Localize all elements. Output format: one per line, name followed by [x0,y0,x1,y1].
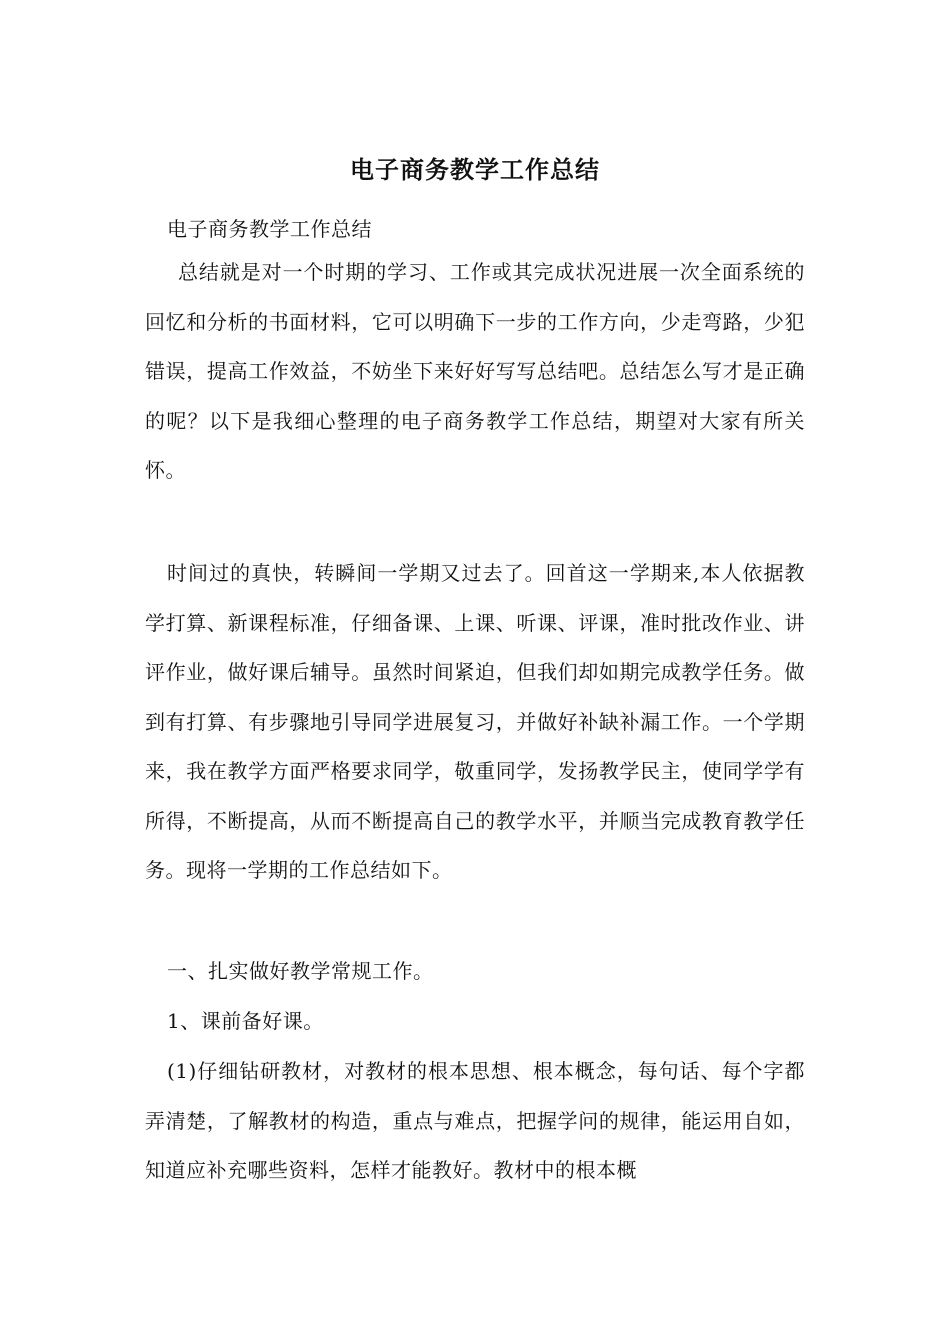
overview-paragraph: 时间过的真快，转瞬间一学期又过去了。回首这一学期来,本人依据教学打算、新课程标准，仔细备课、上课、听课、评课，准时批改作业、讲评作业，做好课后辅导。虽然时间紧迫，但我们却如期完成教学任务。做到有打算、有步骤地引导同学进展复习，并做好补缺补漏工作。一个学期来，我在教学方面严格要求同学，敬重同学，发扬教学民主，使同学学有所得，不断提高，从而不断提高自己的教学水平，并顺当完成教育教学任务。现将一学期的工作总结如下。 [145,561,805,882]
list-item-one: (1)仔细钻研教材，对教材的根本思想、根本概念，每句话、每个字都弄清楚，了解教材的构造，重点与难点，把握学问的规律，能运用自如，知道应补充哪些资料，怎样才能教好。教材中的根本概 [145,1059,805,1182]
subsection-heading-one: 1、课前备好课。 [167,1009,324,1033]
document-title: 电子商务教学工作总结 [350,155,600,184]
document-subtitle: 电子商务教学工作总结 [167,217,372,241]
intro-paragraph: 总结就是对一个时期的学习、工作或其完成状况进展一次全面系统的回忆和分析的书面材料，它可以明确下一步的工作方向，少走弯路，少犯错误，提高工作效益，不妨坐下来好好写写总结吧。总结怎么写才是正确的呢？以下是我细心整理的电子商务教学工作总结，期望对大家有所关怀。 [145,260,805,482]
section-heading-one: 一、扎实做好教学常规工作。 [167,959,434,983]
